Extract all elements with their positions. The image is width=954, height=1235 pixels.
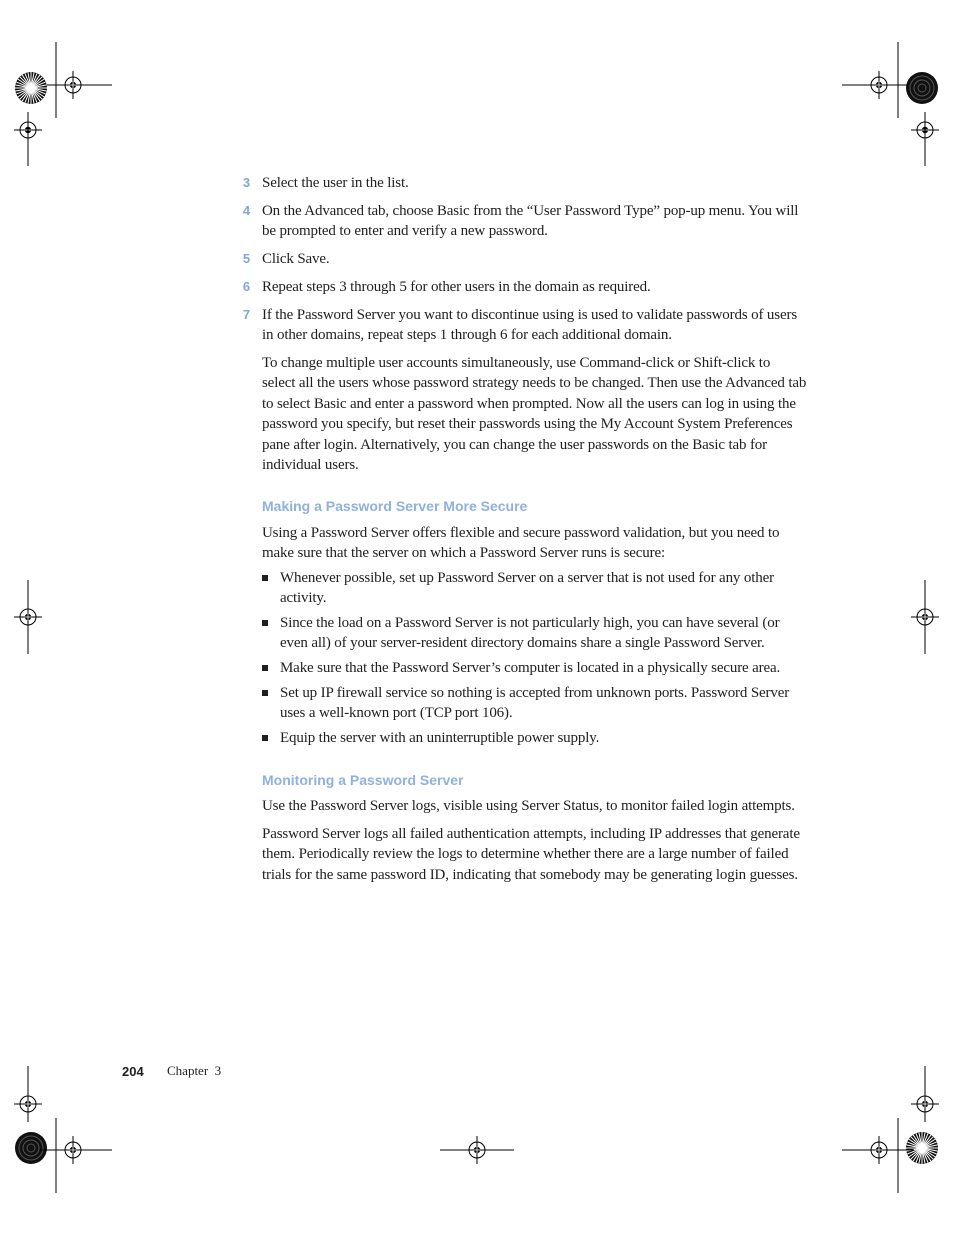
page-number: 204: [122, 1064, 144, 1079]
step-number: 5: [242, 251, 250, 266]
section-paragraph: Using a Password Server offers flexible and secure password validation, but you need to make sure that the server on which a Password Server runs is secure:: [262, 525, 780, 562]
step-number: 4: [242, 203, 250, 218]
bullet-item: [280, 658, 807, 678]
bullet-square-icon: [262, 665, 268, 671]
step-text: On the Advanced tab, choose Basic from the “User Password Type” pop-up menu. You will be prompted to enter and verify a new password.: [262, 203, 799, 240]
step-5: [242, 249, 807, 269]
step-number: 6: [242, 279, 250, 294]
step-text: Repeat steps 3 through 5 for other users in the domain as required.: [262, 279, 651, 295]
step-7: [242, 305, 807, 346]
bullet-square-icon: [262, 690, 268, 696]
section-paragraph: Password Server logs all failed authentication attempts, including IP addresses that generate them. Periodically review the logs to determine whether there are a large number of failed trials for the same password ID, indicating that somebody may be generating login guesses.: [262, 826, 800, 883]
section-heading-secure: Making a Password Server More Secure: [262, 498, 528, 514]
intro-paragraph: To change multiple user accounts simultaneously, use Command-click or Shift-click to select all the users whose password strategy needs to be changed. Then use the Advanced tab to select Basic and enter a password when prompted. Now all the users can log in using the password you specify, but reset their passwords using the My Account System Preferences pane after login. Alternatively, you can change the user passwords on the Basic tab for individual users.: [262, 355, 807, 474]
step-text: Select the user in the list.: [262, 175, 409, 191]
section-heading-monitoring: Monitoring a Password Server: [262, 772, 464, 788]
bullet-text: Equip the server with an uninterruptible power supply.: [280, 730, 600, 746]
bullet-square-icon: [262, 575, 268, 581]
bullet-text: Since the load on a Password Server is not particularly high, you can have several (or even all) of your server-resident directory domains share a single Password Server.: [280, 615, 780, 652]
bullet-item: [280, 613, 807, 654]
step-6: [242, 277, 807, 297]
bullet-square-icon: [262, 735, 268, 741]
bullet-square-icon: [262, 620, 268, 626]
step-3: [242, 173, 807, 193]
step-text: Click Save.: [262, 251, 330, 267]
chapter-label: Chapter 3: [167, 1063, 222, 1078]
step-text: If the Password Server you want to discontinue using is used to validate passwords of users in other domains, repeat steps 1 through 6 for each additional domain.: [262, 307, 798, 344]
bullet-text: Make sure that the Password Server’s computer is located in a physically secure area.: [280, 660, 781, 676]
step-4: [242, 201, 807, 242]
bullet-item: [280, 683, 807, 724]
bullet-text: Set up IP firewall service so nothing is accepted from unknown ports. Password Server uses a well-known port (TCP port 106).: [280, 685, 790, 722]
section-paragraph: Use the Password Server logs, visible using Server Status, to monitor failed login attempts.: [262, 798, 795, 814]
bullet-item: [280, 568, 807, 609]
step-number: 7: [242, 307, 250, 322]
bullet-text: Whenever possible, set up Password Server on a server that is not used for any other activity.: [280, 570, 774, 607]
step-number: 3: [242, 175, 250, 190]
bullet-item: [280, 728, 807, 748]
